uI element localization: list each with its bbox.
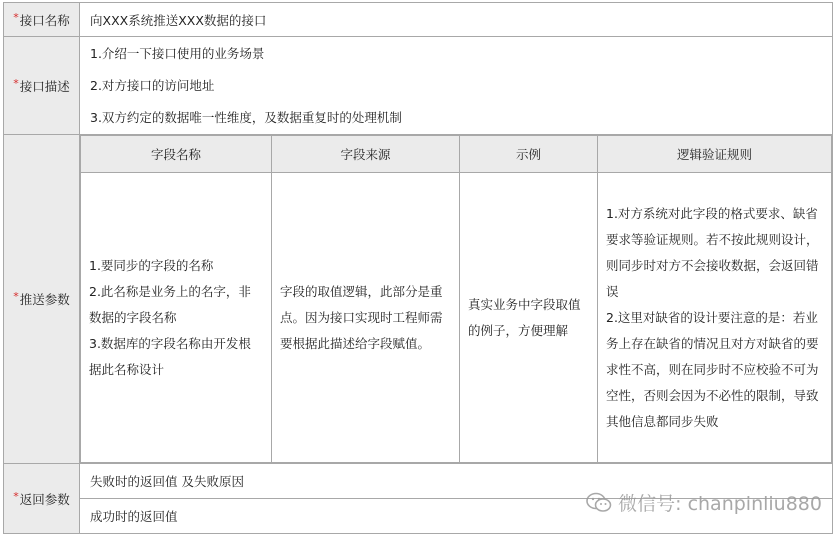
- col-header-field-name: 字段名称: [81, 136, 272, 173]
- interface-name-value: 向XXX系统推送XXX数据的接口: [80, 3, 833, 37]
- interface-desc-value: [80, 37, 833, 135]
- push-params-table: [80, 135, 832, 463]
- label-interface-desc: *接口描述: [4, 37, 80, 135]
- return-fail-value: 失败时的返回值 及失败原因: [80, 464, 833, 499]
- col-header-rules: 逻辑验证规则: [598, 136, 832, 173]
- required-mark: *: [13, 290, 19, 303]
- required-mark: *: [13, 10, 19, 24]
- label-interface-name: *接口名称: [4, 3, 80, 37]
- col-header-field-source: 字段来源: [272, 136, 460, 173]
- rules-cell: 1.对方系统对此字段的格式要求、缺省要求等验证规则。若不按此规则设计，则同步时对方不会接收数据，会返回错误 2.这里对缺省的设计要注意的是：若业务上存在缺省的情况且对方对缺省的要求性不高，则在同步时不应校验不可为空性，否则会因为不必性的限制，导致其他信息都同步失败: [598, 173, 832, 463]
- label-return-params: *返回参数: [4, 464, 80, 534]
- field-source-cell: 字段的取值逻辑，此部分是重点。因为接口实现时工程师需要根据此描述给字段赋值。: [272, 173, 460, 463]
- interface-spec-table: [3, 2, 833, 534]
- label-push-params: *推送参数: [4, 135, 80, 464]
- desc-line: 3.双方约定的数据唯一性维度，及数据重复时的处理机制: [90, 109, 402, 125]
- push-params-table-cell: [80, 135, 833, 464]
- required-mark: *: [13, 76, 19, 90]
- return-success-value: 成功时的返回值: [80, 499, 833, 534]
- col-header-example: 示例: [460, 136, 598, 173]
- field-name-cell: 1.要同步的字段的名称 2.此名称是业务上的名字，非数据的字段名称 3.数据库的字段名称由开发根据此名称设计: [81, 173, 272, 463]
- example-cell: 真实业务中字段取值的例子，方便理解: [460, 173, 598, 463]
- required-mark: *: [13, 489, 19, 503]
- desc-line: 1.介绍一下接口使用的业务场景: [90, 45, 265, 61]
- watermark: [586, 489, 822, 516]
- desc-line: 2.对方接口的访问地址: [90, 77, 215, 93]
- wechat-icon: [586, 492, 612, 514]
- watermark-text: 微信号: chanpinliu880: [618, 493, 822, 515]
